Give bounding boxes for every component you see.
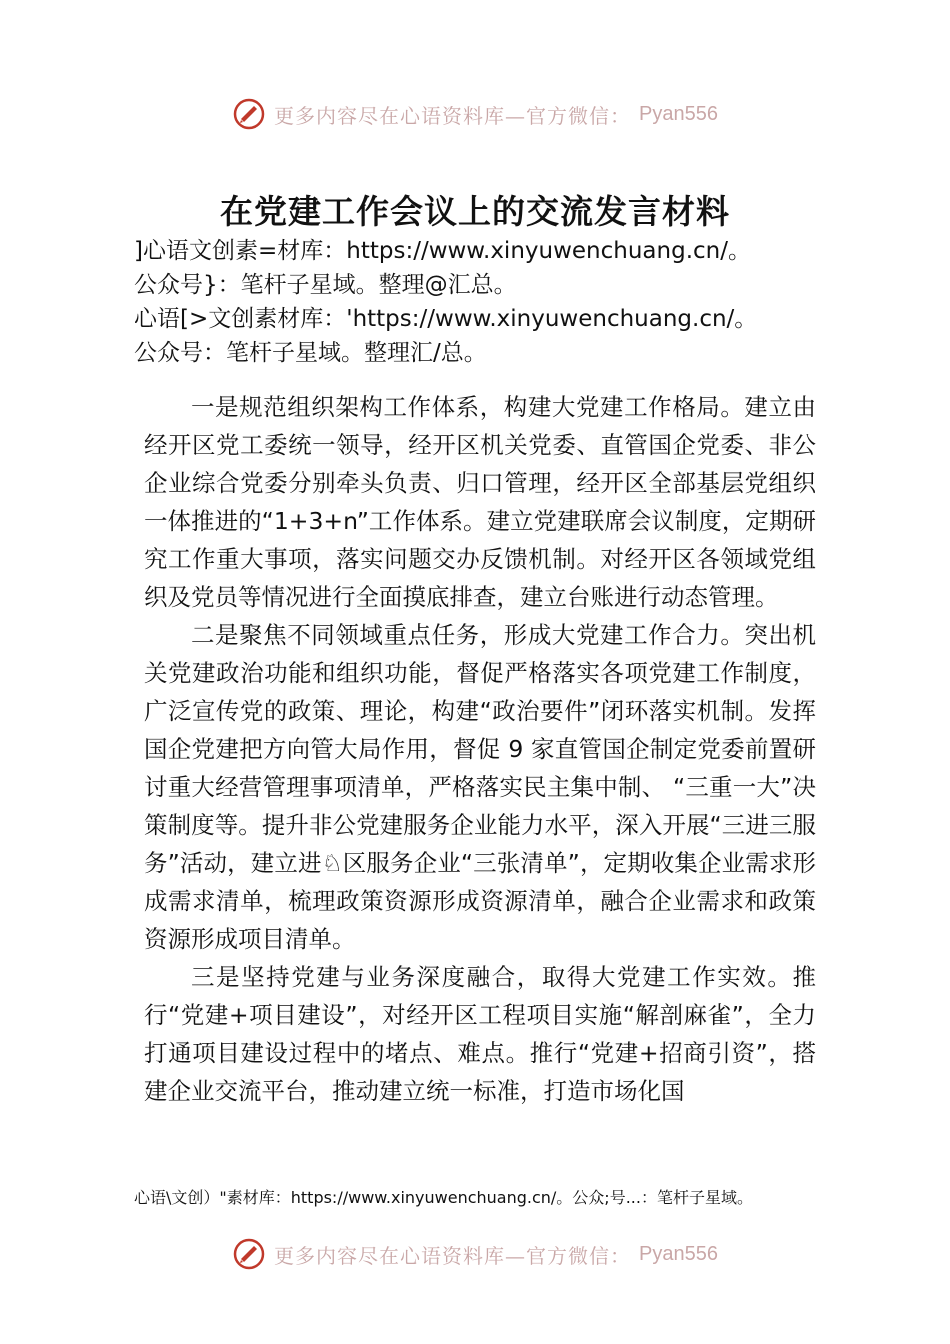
body-paragraph: 二是聚焦不同领域重点任务，形成大党建工作合力。突出机关党建政治功能和组织功能，督促严格落实各项党建工作制度，广泛宣传党的政策、理论，构建“政治要件”闭环落实机制。发挥国企党建把方向管大局作用，督促 9 家直管国企制定党委前置研讨重大经营管理事项清单，严格落实民主集中制、 “三重一大”决策制度等。提升非公党建服务企业能力水平，深入开展“三进三服务”活动，建立进♘区服务企业“三张清单”，定期收集企业需求形成需求清单，梳理政策资源形成资源清单，融合企业需求和政策资源形成项目清单。 bbox=[144, 621, 816, 953]
body-paragraph: 三是坚持党建与业务深度融合，取得大党建工作实效。推行“党建+项目建设”，对经开区工程项目实施“解剖麻雀”，全力打通项目建设过程中的堵点、难点。推行“党建+招商引资”，搭建企业交流平台，推动建立统一标准，打造市场化国 bbox=[144, 963, 816, 1105]
watermark-line: ]心语文创素=材库：https://www.xinyuwenchuang.cn/。 bbox=[134, 238, 751, 264]
watermark-line: 公众号：笔杆子星域。整理汇/总。 bbox=[134, 340, 487, 366]
header-banner-text: 更多内容尽在心语资料库—官方微信： bbox=[274, 103, 632, 128]
document-body bbox=[144, 388, 816, 1110]
header-banner bbox=[0, 92, 950, 136]
brand-logo-icon bbox=[232, 1237, 266, 1271]
footer-watermark: 心语\文创）"素材库：https://www.xinyuwenchuang.cn/。公众;号...：笔杆子星域。 bbox=[134, 1188, 753, 1207]
document-title: 在党建工作会议上的交流发言材料 bbox=[220, 192, 730, 231]
footer-banner bbox=[0, 1232, 950, 1276]
footer-banner-id: Pyan556 bbox=[639, 1242, 718, 1265]
header-banner-id: Pyan556 bbox=[639, 102, 718, 125]
brand-logo-icon bbox=[232, 97, 266, 131]
watermark-line: 心语[>文创素材库：'https://www.xinyuwenchuang.cn/。 bbox=[134, 306, 758, 332]
watermark-line: 公众号}：笔杆子星域。整理@汇总。 bbox=[134, 272, 517, 298]
body-paragraph: 一是规范组织架构工作体系，构建大党建工作格局。建立由经开区党工委统一领导，经开区机关党委、直管国企党委、非公企业综合党委分别牵头负责、归口管理，经开区全部基层党组织一体推进的“1+3+n”工作体系。建立党建联席会议制度，定期研究工作重大事项，落实问题交办反馈机制。对经开区各领域党组织及党员等情况进行全面摸底排查，建立台账进行动态管理。 bbox=[144, 393, 816, 611]
footer-banner-text: 更多内容尽在心语资料库—官方微信： bbox=[274, 1243, 632, 1268]
